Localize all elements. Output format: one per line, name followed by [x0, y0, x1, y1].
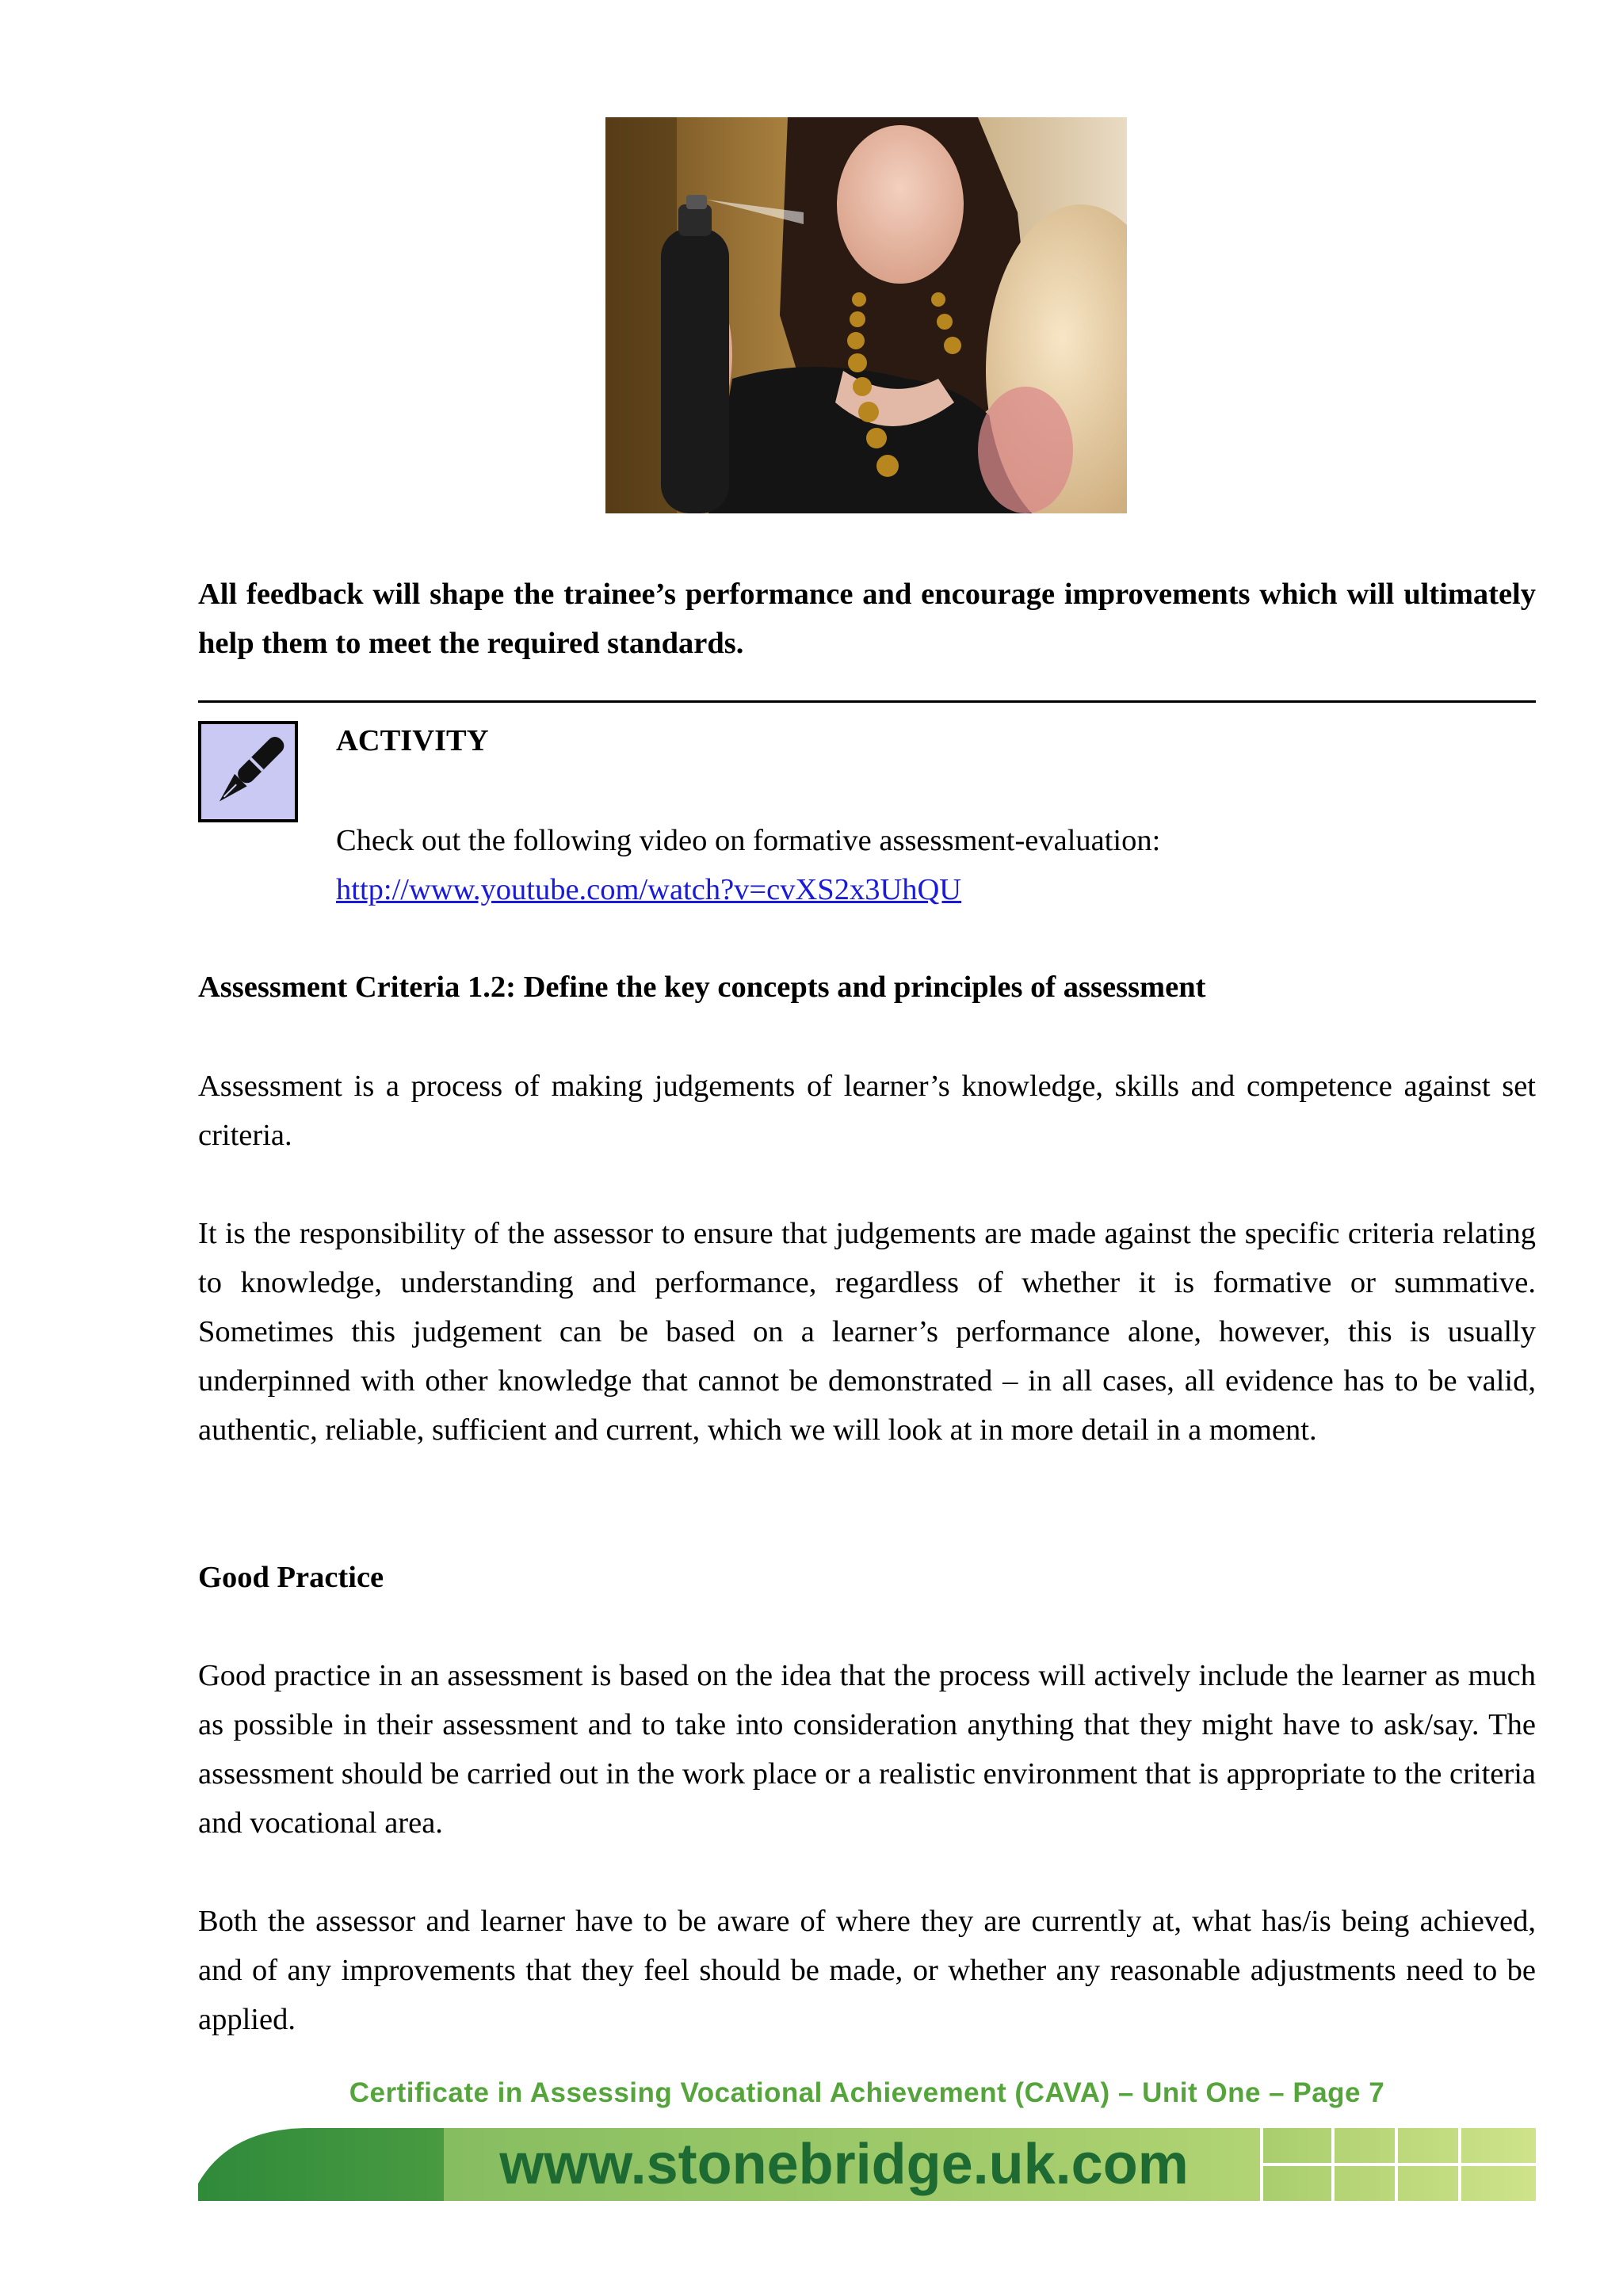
section-divider [198, 700, 1536, 703]
pen-icon [198, 721, 298, 822]
criteria-heading: Assessment Criteria 1.2: Define the key concepts and principles of assessment [198, 971, 1206, 1004]
youtube-video-link[interactable]: http://www.youtube.com/watch?v=cvXS2x3UhQU [336, 873, 962, 906]
activity-title: ACTIVITY [336, 724, 489, 757]
good-practice-heading: Good Practice [198, 1561, 384, 1594]
paragraph-assessment-definition: Assessment is a process of making judgements of learner’s knowledge, skills and competence against set criteria. [198, 1070, 1536, 1152]
paragraph-good-practice: Good practice in an assessment is based on the idea that the process will actively include the learner as much as possible in their assessment and to take into consideration anything that they might have to ask/say. The assessment should be carried out in the work place or a realistic environment that is appropriate to the criteria and vocational area. [198, 1659, 1536, 1840]
activity-instruction: Check out the following video on formative assessment-evaluation: [336, 824, 1161, 857]
paragraph-assessor-responsibility: It is the responsibility of the assessor to ensure that judgements are made against the specific criteria relating to knowledge, understanding and performance, regardless of whether it is formative or summative. Sometimes this judgement can be based on a learner’s performance alone, however, this is usually underpinned with other knowledge that cannot be demonstrated – in all cases, all evidence has to be valid, authentic, reliable, sufficient and current, which we will look at in more detail in a moment. [198, 1217, 1536, 1447]
footer-website-url[interactable]: www.stonebridge.uk.com [499, 2133, 1189, 2196]
feedback-summary: All feedback will shape the trainee’s performance and encourage improvements which will ultimately help them to meet the required standards. [198, 578, 1536, 660]
paragraph-assessor-and-learner: Both the assessor and learner have to be aware of where they are currently at, what has/is being achieved, and of any improvements that they feel should be made, or whether any reasonable adjustments need to be applied. [198, 1905, 1536, 2036]
hairdresser-photo [605, 117, 1127, 513]
footer-course-title: Certificate in Assessing Vocational Achievement (CAVA) – Unit One – Page 7 [349, 2077, 1385, 2108]
